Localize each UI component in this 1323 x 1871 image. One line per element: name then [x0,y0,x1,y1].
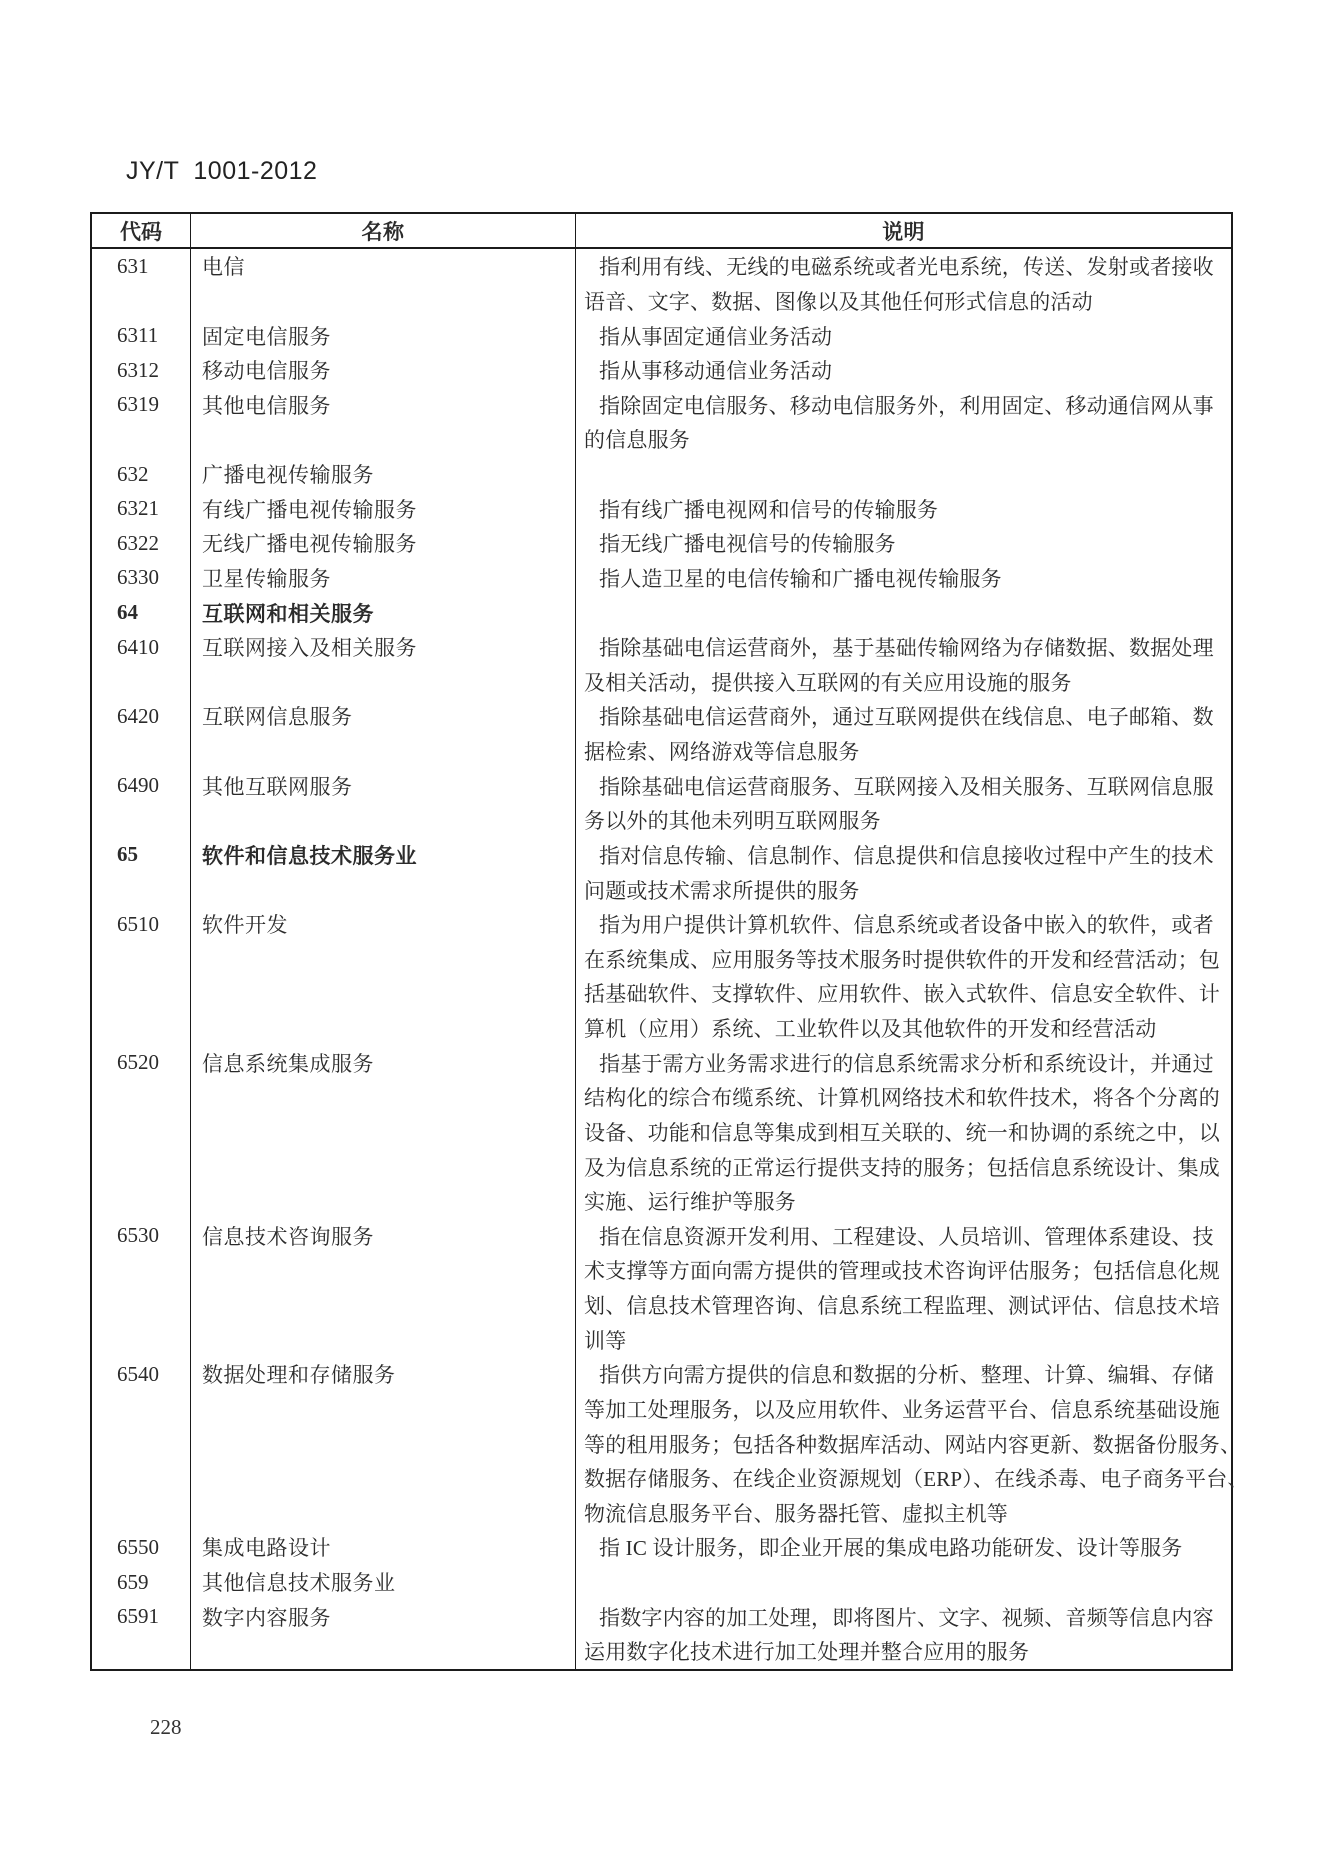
name-cell: 移动电信服务 [190,353,575,388]
desc-cell: 实施、运行维护等服务 [575,1184,1231,1219]
table-row-line [92,1565,1231,1600]
desc-cell: 问题或技术需求所提供的服务 [575,872,1231,907]
desc-cell: 术支撑等方面向需方提供的管理或技术咨询评估服务；包括信息化规 [575,1253,1231,1288]
code-cell: 632 [117,461,149,486]
table-row-line [92,630,1231,665]
desc-cell: 指对信息传输、信息制作、信息提供和信息接收过程中产生的技术 [575,838,1231,873]
table-row-line [92,907,1231,942]
name-cell: 信息系统集成服务 [190,1045,575,1080]
code-cell: 65 [117,842,138,867]
name-cell: 固定电信服务 [190,318,575,353]
table-row-line [92,734,1231,769]
table-row-line [92,1461,1249,1496]
table-row-line [92,457,1231,492]
name-cell [190,976,575,1011]
desc-cell: 指基于需方业务需求进行的信息系统需求分析和系统设计，并通过 [575,1045,1231,1080]
desc-cell [575,1565,1231,1600]
desc-cell: 指供方向需方提供的信息和数据的分析、整理、计算、编辑、存储 [575,1357,1231,1392]
code-cell: 6420 [117,703,159,728]
table-row-line [92,388,1231,423]
name-cell: 电信 [190,249,575,284]
table-row-line [92,1634,1231,1669]
desc-cell: 在系统集成、应用服务等技术服务时提供软件的开发和经营活动；包 [575,942,1231,977]
code-cell: 6540 [117,1361,159,1386]
desc-cell: 指有线广播电视网和信号的传输服务 [575,491,1231,526]
code-cell: 6510 [117,911,159,936]
name-cell [190,1392,575,1427]
table-row-line [92,1288,1231,1323]
column-header-description: 说明 [575,214,1231,247]
code-cell: 6591 [117,1604,159,1629]
desc-cell: 指无线广播电视信号的传输服务 [575,526,1231,561]
table-header-row [92,214,1231,249]
code-cell [92,942,190,977]
code-cell [92,803,190,838]
desc-cell: 语音、文字、数据、图像以及其他任何形式信息的活动 [575,284,1231,319]
desc-cell: 等的租用服务；包括各种数据库活动、网站内容更新、数据备份服务、 [575,1426,1251,1461]
code-cell [92,734,190,769]
table-row-line [92,768,1231,803]
table-row-line [92,595,1231,630]
code-cell: 659 [117,1569,149,1594]
code-cell [92,1115,190,1150]
code-cell [92,976,190,1011]
table-row-line [92,803,1231,838]
code-cell [92,1426,190,1461]
desc-cell: 及相关活动，提供接入互联网的有关应用设施的服务 [575,665,1231,700]
code-cell [92,1011,190,1046]
table-row-line [92,422,1231,457]
table-row-line [92,318,1231,353]
name-cell: 信息技术咨询服务 [190,1219,575,1254]
table-row-line [92,1599,1231,1634]
table-row-line [92,1253,1231,1288]
table-row-line [92,1322,1231,1357]
desc-cell: 指人造卫星的电信传输和广播电视传输服务 [575,561,1231,596]
name-cell: 软件和信息技术服务业 [190,838,575,873]
code-cell [92,1149,190,1184]
desc-cell: 划、信息技术管理咨询、信息系统工程监理、测试评估、信息技术培 [575,1288,1231,1323]
desc-cell: 结构化的综合布缆系统、计算机网络技术和软件技术，将各个分离的 [575,1080,1231,1115]
desc-cell: 指除基础电信运营商服务、互联网接入及相关服务、互联网信息服 [575,768,1231,803]
code-cell [92,1288,190,1323]
desc-cell: 算机（应用）系统、工业软件以及其他软件的开发和经营活动 [575,1011,1231,1046]
desc-cell: 务以外的其他未列明互联网服务 [575,803,1231,838]
table-row-line [92,976,1231,1011]
table-body [92,249,1249,1669]
desc-cell: 运用数字化技术进行加工处理并整合应用的服务 [575,1634,1231,1669]
desc-cell: 指在信息资源开发利用、工程建设、人员培训、管理体系建设、技 [575,1219,1231,1254]
code-cell: 6520 [117,1050,159,1075]
name-cell: 其他电信服务 [190,388,575,423]
code-cell [92,1461,190,1496]
desc-cell: 指从事移动通信业务活动 [575,353,1231,388]
table-row-line [92,1496,1231,1531]
name-cell [190,872,575,907]
page-number: 228 [150,1715,182,1739]
name-cell: 其他信息技术服务业 [190,1565,575,1600]
name-cell [190,665,575,700]
name-cell [190,734,575,769]
desc-cell: 指从事固定通信业务活动 [575,318,1231,353]
table-row-line [92,526,1231,561]
code-cell [92,1496,190,1531]
name-cell [190,1634,575,1669]
desc-cell: 指利用有线、无线的电磁系统或者光电系统，传送、发射或者接收 [575,249,1231,284]
table-row-line [92,872,1231,907]
code-cell: 6490 [117,773,159,798]
desc-cell: 据检索、网络游戏等信息服务 [575,734,1231,769]
table-row-line [92,561,1231,596]
name-cell [190,1288,575,1323]
table-row-line [92,1115,1231,1150]
code-cell [92,1634,190,1669]
code-cell [92,1080,190,1115]
name-cell: 数据处理和存储服务 [190,1357,575,1392]
desc-cell: 数据存储服务、在线企业资源规划（ERP）、在线杀毒、电子商务平台、 [575,1461,1259,1496]
code-cell [92,665,190,700]
code-cell [92,1184,190,1219]
table-row-line [92,1011,1231,1046]
name-cell [190,1461,575,1496]
name-cell: 广播电视传输服务 [190,457,575,492]
desc-cell: 及为信息系统的正常运行提供支持的服务；包括信息系统设计、集成 [575,1149,1231,1184]
code-cell [92,1253,190,1288]
desc-cell: 指除固定电信服务、移动电信服务外，利用固定、移动通信网从事 [575,388,1231,423]
name-cell: 数字内容服务 [190,1599,575,1634]
name-cell [190,1426,575,1461]
desc-cell: 的信息服务 [575,422,1231,457]
column-header-code: 代码 [120,219,162,244]
name-cell [190,803,575,838]
name-cell [190,1184,575,1219]
table-row-line [92,1530,1231,1565]
code-cell: 6321 [117,496,159,521]
name-cell: 集成电路设计 [190,1530,575,1565]
table-row-line [92,284,1231,319]
desc-cell: 设备、功能和信息等集成到相互关联的、统一和协调的系统之中，以 [575,1115,1231,1150]
table-row-line [92,699,1231,734]
desc-cell: 指为用户提供计算机软件、信息系统或者设备中嵌入的软件，或者 [575,907,1231,942]
name-cell: 互联网和相关服务 [190,595,575,630]
code-cell: 6530 [117,1223,159,1248]
table-row-line [92,665,1231,700]
name-cell [190,422,575,457]
code-cell [92,1392,190,1427]
name-cell: 卫星传输服务 [190,561,575,596]
table-row-line [92,353,1231,388]
code-cell: 64 [117,600,138,625]
name-cell [190,1115,575,1150]
table-row-line [92,1080,1231,1115]
code-cell: 6312 [117,357,159,382]
desc-cell: 指除基础电信运营商外，通过互联网提供在线信息、电子邮箱、数 [575,699,1231,734]
code-cell: 6319 [117,392,159,417]
table-row-line [92,1219,1231,1254]
name-cell [190,1496,575,1531]
table-row-line [92,942,1231,977]
name-cell [190,1149,575,1184]
desc-cell [575,595,1231,630]
name-cell [190,942,575,977]
table-row-line [92,1392,1231,1427]
desc-cell [575,457,1231,492]
table-row-line [92,1184,1231,1219]
code-cell [92,422,190,457]
code-cell: 6311 [117,323,159,348]
code-cell [92,1322,190,1357]
table-row-line [92,249,1231,284]
table-row-line [92,1426,1242,1461]
code-cell: 6322 [117,530,159,555]
classification-table [90,212,1249,1671]
desc-cell: 物流信息服务平台、服务器托管、虚拟主机等 [575,1496,1231,1531]
code-cell [92,872,190,907]
name-cell [190,1080,575,1115]
column-header-name: 名称 [190,214,575,247]
name-cell: 互联网接入及相关服务 [190,630,575,665]
table-row-line [92,838,1231,873]
name-cell: 有线广播电视传输服务 [190,491,575,526]
name-cell: 其他互联网服务 [190,768,575,803]
name-cell [190,1253,575,1288]
name-cell [190,1322,575,1357]
standard-number: JY/T 1001-2012 [126,157,318,185]
table-row-line [92,1045,1231,1080]
desc-cell: 括基础软件、支撑软件、应用软件、嵌入式软件、信息安全软件、计 [575,976,1231,1011]
desc-cell: 指 IC 设计服务，即企业开展的集成电路功能研发、设计等服务 [575,1530,1231,1565]
name-cell [190,284,575,319]
code-cell [92,284,190,319]
name-cell: 互联网信息服务 [190,699,575,734]
table-row-line [92,1357,1231,1392]
name-cell: 软件开发 [190,907,575,942]
desc-cell: 训等 [575,1322,1231,1357]
table-row-line [92,491,1231,526]
code-cell: 6550 [117,1534,159,1559]
desc-cell: 指除基础电信运营商外，基于基础传输网络为存储数据、数据处理 [575,630,1231,665]
desc-cell: 指数字内容的加工处理，即将图片、文字、视频、音频等信息内容 [575,1599,1231,1634]
code-cell: 6330 [117,565,159,590]
name-cell: 无线广播电视传输服务 [190,526,575,561]
code-cell: 6410 [117,634,159,659]
table-row-line [92,1149,1231,1184]
code-cell: 631 [117,253,149,278]
desc-cell: 等加工处理服务，以及应用软件、业务运营平台、信息系统基础设施 [575,1392,1231,1427]
name-cell [190,1011,575,1046]
